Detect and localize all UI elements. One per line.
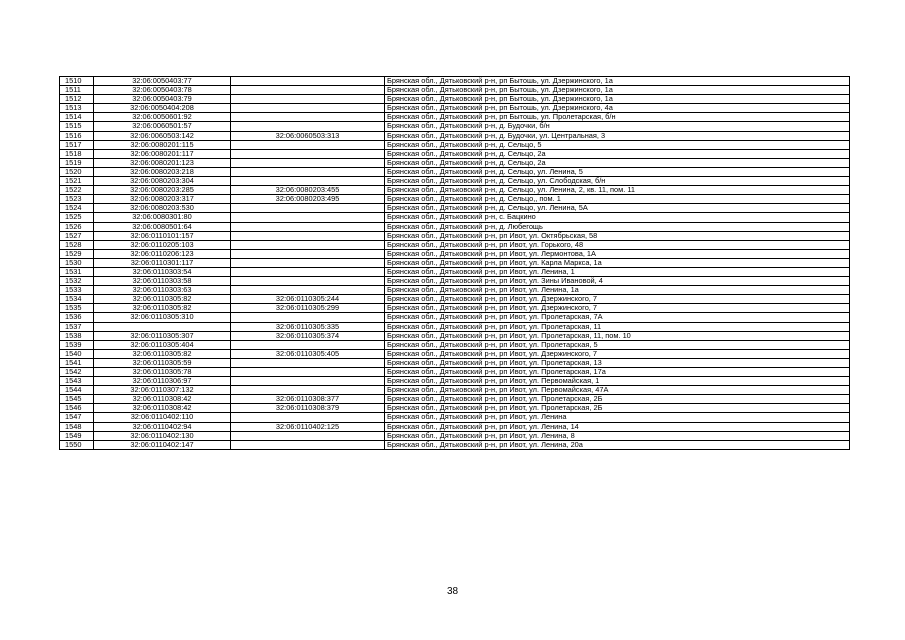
related-cadastral-number-cell bbox=[231, 204, 385, 213]
cadastral-number-cell: 32:06:0110307:132 bbox=[94, 386, 231, 395]
related-cadastral-number-cell: 32:06:0110308:377 bbox=[231, 395, 385, 404]
address-cell: Брянская обл., Дятьковский р-н, рп Ивот, ул. Лермонтова, 1А bbox=[385, 249, 850, 258]
table-row bbox=[60, 140, 850, 149]
address-cell: Брянская обл., Дятьковский р-н, рп Ивот, ул. Пролетарская, 13 bbox=[385, 358, 850, 367]
table-row bbox=[60, 113, 850, 122]
table-row bbox=[60, 95, 850, 104]
cadastral-number-cell: 32:06:0060501:57 bbox=[94, 122, 231, 131]
row-number-cell: 1550 bbox=[60, 440, 94, 449]
cadastral-number-cell: 32:06:0110305:59 bbox=[94, 358, 231, 367]
cadastral-number-cell: 32:06:0110402:110 bbox=[94, 413, 231, 422]
related-cadastral-number-cell: 32:06:0110305:374 bbox=[231, 331, 385, 340]
related-cadastral-number-cell bbox=[231, 231, 385, 240]
related-cadastral-number-cell bbox=[231, 158, 385, 167]
address-cell: Брянская обл., Дятьковский р-н, д. Будочки, ул. Центральная, 3 bbox=[385, 131, 850, 140]
cadastral-number-cell: 32:06:0110305:78 bbox=[94, 368, 231, 377]
related-cadastral-number-cell: 32:06:0080203:495 bbox=[231, 195, 385, 204]
table-row bbox=[60, 222, 850, 231]
cadastral-number-cell: 32:06:0110306:97 bbox=[94, 377, 231, 386]
cadastral-number-cell: 32:06:0080201:115 bbox=[94, 140, 231, 149]
table-row bbox=[60, 368, 850, 377]
table-row bbox=[60, 258, 850, 267]
cadastral-number-cell bbox=[94, 322, 231, 331]
table-row bbox=[60, 158, 850, 167]
address-cell: Брянская обл., Дятьковский р-н, рп Бытошь, ул. Дзержинского, 1а bbox=[385, 95, 850, 104]
row-number-cell: 1533 bbox=[60, 286, 94, 295]
cadastral-number-cell: 32:06:0080203:285 bbox=[94, 186, 231, 195]
address-cell: Брянская обл., Дятьковский р-н, рп Ивот, ул. Ленина, 8 bbox=[385, 431, 850, 440]
cadastral-number-cell: 32:06:0110305:307 bbox=[94, 331, 231, 340]
row-number-cell: 1515 bbox=[60, 122, 94, 131]
row-number-cell: 1546 bbox=[60, 404, 94, 413]
related-cadastral-number-cell bbox=[231, 340, 385, 349]
row-number-cell: 1518 bbox=[60, 149, 94, 158]
row-number-cell: 1541 bbox=[60, 358, 94, 367]
cadastral-number-cell: 32:06:0110101:157 bbox=[94, 231, 231, 240]
row-number-cell: 1538 bbox=[60, 331, 94, 340]
address-cell: Брянская обл., Дятьковский р-н, рп Ивот, ул. Карла Маркса, 1а bbox=[385, 258, 850, 267]
related-cadastral-number-cell bbox=[231, 167, 385, 176]
row-number-cell: 1549 bbox=[60, 431, 94, 440]
cadastral-number-cell: 32:06:0110402:147 bbox=[94, 440, 231, 449]
table-row bbox=[60, 377, 850, 386]
cadastral-number-cell: 32:06:0050404:208 bbox=[94, 104, 231, 113]
cadastral-number-cell: 32:06:0110303:54 bbox=[94, 267, 231, 276]
row-number-cell: 1530 bbox=[60, 258, 94, 267]
address-cell: Брянская обл., Дятьковский р-н, рп Ивот, ул. Октябрьская, 58 bbox=[385, 231, 850, 240]
table-row bbox=[60, 213, 850, 222]
table-row bbox=[60, 313, 850, 322]
related-cadastral-number-cell bbox=[231, 113, 385, 122]
related-cadastral-number-cell: 32:06:0110305:299 bbox=[231, 304, 385, 313]
related-cadastral-number-cell bbox=[231, 286, 385, 295]
address-cell: Брянская обл., Дятьковский р-н, рп Бытошь, ул. Дзержинского, 1а bbox=[385, 86, 850, 95]
cadastral-number-cell: 32:06:0110305:82 bbox=[94, 295, 231, 304]
related-cadastral-number-cell bbox=[231, 86, 385, 95]
row-number-cell: 1531 bbox=[60, 267, 94, 276]
table-row bbox=[60, 322, 850, 331]
table-row bbox=[60, 122, 850, 131]
cadastral-number-cell: 32:06:0080201:117 bbox=[94, 149, 231, 158]
cadastral-number-cell: 32:06:0080203:304 bbox=[94, 177, 231, 186]
row-number-cell: 1535 bbox=[60, 304, 94, 313]
table-row bbox=[60, 186, 850, 195]
page-number: 38 bbox=[446, 586, 459, 597]
related-cadastral-number-cell: 32:06:0110305:244 bbox=[231, 295, 385, 304]
row-number-cell: 1534 bbox=[60, 295, 94, 304]
related-cadastral-number-cell: 32:06:0110308:379 bbox=[231, 404, 385, 413]
related-cadastral-number-cell: 32:06:0110305:335 bbox=[231, 322, 385, 331]
row-number-cell: 1521 bbox=[60, 177, 94, 186]
address-cell: Брянская обл., Дятьковский р-н, рп Бытошь, ул. Дзержинского, 1а bbox=[385, 77, 850, 86]
cadastral-number-cell: 32:06:0110205:103 bbox=[94, 240, 231, 249]
row-number-cell: 1545 bbox=[60, 395, 94, 404]
address-cell: Брянская обл., Дятьковский р-н, д. Сельцо, ул. Ленина, 5А bbox=[385, 204, 850, 213]
row-number-cell: 1544 bbox=[60, 386, 94, 395]
cadastral-number-cell: 32:06:0050403:78 bbox=[94, 86, 231, 95]
address-cell: Брянская обл., Дятьковский р-н, рп Бытошь, ул. Дзержинского, 4а bbox=[385, 104, 850, 113]
related-cadastral-number-cell bbox=[231, 440, 385, 449]
row-number-cell: 1529 bbox=[60, 249, 94, 258]
row-number-cell: 1512 bbox=[60, 95, 94, 104]
cadastral-number-cell: 32:06:0110308:42 bbox=[94, 404, 231, 413]
cadastral-number-cell: 32:06:0050601:92 bbox=[94, 113, 231, 122]
row-number-cell: 1548 bbox=[60, 422, 94, 431]
row-number-cell: 1536 bbox=[60, 313, 94, 322]
related-cadastral-number-cell: 32:06:0110305:405 bbox=[231, 349, 385, 358]
related-cadastral-number-cell: 32:06:0110402:125 bbox=[231, 422, 385, 431]
cadastral-number-cell: 32:06:0110301:117 bbox=[94, 258, 231, 267]
address-cell: Брянская обл., Дятьковский р-н, рп Ивот, ул. Пролетарская, 5 bbox=[385, 340, 850, 349]
table-row bbox=[60, 386, 850, 395]
cadastral-number-cell: 32:06:0110305:82 bbox=[94, 304, 231, 313]
table-row bbox=[60, 195, 850, 204]
related-cadastral-number-cell bbox=[231, 222, 385, 231]
row-number-cell: 1540 bbox=[60, 349, 94, 358]
row-number-cell: 1543 bbox=[60, 377, 94, 386]
address-cell: Брянская обл., Дятьковский р-н, рп Ивот, ул. Ленина, 1а bbox=[385, 286, 850, 295]
table-row bbox=[60, 331, 850, 340]
table-row bbox=[60, 240, 850, 249]
row-number-cell: 1517 bbox=[60, 140, 94, 149]
table-row bbox=[60, 277, 850, 286]
table-row bbox=[60, 231, 850, 240]
related-cadastral-number-cell bbox=[231, 277, 385, 286]
related-cadastral-number-cell bbox=[231, 358, 385, 367]
cadastral-number-cell: 32:06:0110206:123 bbox=[94, 249, 231, 258]
address-cell: Брянская обл., Дятьковский р-н, рп Ивот, ул. Ленина, 14 bbox=[385, 422, 850, 431]
row-number-cell: 1524 bbox=[60, 204, 94, 213]
address-cell: Брянская обл., Дятьковский р-н, рп Ивот, ул. Пролетарская, 2Б bbox=[385, 395, 850, 404]
document-table bbox=[59, 76, 850, 450]
address-cell: Брянская обл., Дятьковский р-н, рп Ивот, ул. Пролетарская, 17а bbox=[385, 368, 850, 377]
cadastral-number-cell: 32:06:0060503:142 bbox=[94, 131, 231, 140]
row-number-cell: 1542 bbox=[60, 368, 94, 377]
related-cadastral-number-cell: 32:06:0080203:455 bbox=[231, 186, 385, 195]
related-cadastral-number-cell bbox=[231, 240, 385, 249]
address-cell: Брянская обл., Дятьковский р-н, рп Ивот, ул. Ленина, 1 bbox=[385, 267, 850, 276]
related-cadastral-number-cell bbox=[231, 213, 385, 222]
related-cadastral-number-cell bbox=[231, 140, 385, 149]
row-number-cell: 1539 bbox=[60, 340, 94, 349]
address-cell: Брянская обл., Дятьковский р-н, рп Ивот, ул. Дзержинского, 7 bbox=[385, 349, 850, 358]
cadastral-number-cell: 32:06:0110303:58 bbox=[94, 277, 231, 286]
table-body bbox=[60, 77, 850, 450]
address-cell: Брянская обл., Дятьковский р-н, рп Ивот, ул. Пролетарская, 11 bbox=[385, 322, 850, 331]
row-number-cell: 1516 bbox=[60, 131, 94, 140]
cadastral-number-cell: 32:06:0110305:82 bbox=[94, 349, 231, 358]
related-cadastral-number-cell bbox=[231, 368, 385, 377]
table-row bbox=[60, 286, 850, 295]
row-number-cell: 1528 bbox=[60, 240, 94, 249]
table-row bbox=[60, 413, 850, 422]
address-cell: Брянская обл., Дятьковский р-н, рп Ивот, ул. Дзержинского, 7 bbox=[385, 295, 850, 304]
row-number-cell: 1510 bbox=[60, 77, 94, 86]
address-cell: Брянская обл., Дятьковский р-н, д. Сельцо,, пом. 1 bbox=[385, 195, 850, 204]
row-number-cell: 1527 bbox=[60, 231, 94, 240]
table-row bbox=[60, 422, 850, 431]
related-cadastral-number-cell bbox=[231, 377, 385, 386]
table-row bbox=[60, 295, 850, 304]
related-cadastral-number-cell bbox=[231, 386, 385, 395]
cadastral-number-cell: 32:06:0080203:317 bbox=[94, 195, 231, 204]
cadastral-number-cell: 32:06:0080201:123 bbox=[94, 158, 231, 167]
address-cell: Брянская обл., Дятьковский р-н, рп Ивот, ул. Первомайская, 47А bbox=[385, 386, 850, 395]
address-cell: Брянская обл., Дятьковский р-н, д. Сельцо, 5 bbox=[385, 140, 850, 149]
cadastral-number-cell: 32:06:0080203:218 bbox=[94, 167, 231, 176]
related-cadastral-number-cell bbox=[231, 77, 385, 86]
table-row bbox=[60, 131, 850, 140]
cadastral-number-cell: 32:06:0080301:80 bbox=[94, 213, 231, 222]
address-cell: Брянская обл., Дятьковский р-н, д. Сельцо, 2а bbox=[385, 158, 850, 167]
table-row bbox=[60, 104, 850, 113]
address-cell: Брянская обл., Дятьковский р-н, рп Ивот, ул. Пролетарская, 11, пом. 10 bbox=[385, 331, 850, 340]
address-cell: Брянская обл., Дятьковский р-н, рп Бытошь, ул. Пролетарская, б/н bbox=[385, 113, 850, 122]
address-cell: Брянская обл., Дятьковский р-н, рп Ивот, ул. Дзержинского, 7 bbox=[385, 304, 850, 313]
related-cadastral-number-cell bbox=[231, 258, 385, 267]
related-cadastral-number-cell bbox=[231, 177, 385, 186]
row-number-cell: 1525 bbox=[60, 213, 94, 222]
address-cell: Брянская обл., Дятьковский р-н, рп Ивот, ул. Зины Ивановой, 4 bbox=[385, 277, 850, 286]
table-row bbox=[60, 349, 850, 358]
cadastral-number-cell: 32:06:0080203:530 bbox=[94, 204, 231, 213]
row-number-cell: 1511 bbox=[60, 86, 94, 95]
related-cadastral-number-cell bbox=[231, 267, 385, 276]
table-row bbox=[60, 395, 850, 404]
table-row bbox=[60, 177, 850, 186]
address-cell: Брянская обл., Дятьковский р-н, д. Сельцо, ул. Ленина, 5 bbox=[385, 167, 850, 176]
table-row bbox=[60, 86, 850, 95]
table-row bbox=[60, 340, 850, 349]
row-number-cell: 1514 bbox=[60, 113, 94, 122]
related-cadastral-number-cell bbox=[231, 149, 385, 158]
row-number-cell: 1523 bbox=[60, 195, 94, 204]
address-cell: Брянская обл., Дятьковский р-н, рп Ивот, ул. Ленина, 20а bbox=[385, 440, 850, 449]
address-cell: Брянская обл., Дятьковский р-н, д. Сельцо, 2а bbox=[385, 149, 850, 158]
cadastral-number-cell: 32:06:0110402:130 bbox=[94, 431, 231, 440]
address-cell: Брянская обл., Дятьковский р-н, д. Любегощь bbox=[385, 222, 850, 231]
address-cell: Брянская обл., Дятьковский р-н, рп Ивот, ул. Пролетарская, 7А bbox=[385, 313, 850, 322]
table-row bbox=[60, 304, 850, 313]
cadastral-number-cell: 32:06:0080501:64 bbox=[94, 222, 231, 231]
table-row bbox=[60, 440, 850, 449]
address-cell: Брянская обл., Дятьковский р-н, рп Ивот, ул. Ленина bbox=[385, 413, 850, 422]
row-number-cell: 1513 bbox=[60, 104, 94, 113]
related-cadastral-number-cell bbox=[231, 249, 385, 258]
table-row bbox=[60, 204, 850, 213]
related-cadastral-number-cell bbox=[231, 313, 385, 322]
address-cell: Брянская обл., Дятьковский р-н, рп Ивот, ул. Пролетарская, 2Б bbox=[385, 404, 850, 413]
row-number-cell: 1522 bbox=[60, 186, 94, 195]
cadastral-number-cell: 32:06:0050403:79 bbox=[94, 95, 231, 104]
address-cell: Брянская обл., Дятьковский р-н, рп Ивот, ул. Первомайская, 1 bbox=[385, 377, 850, 386]
address-cell: Брянская обл., Дятьковский р-н, с. Бацкино bbox=[385, 213, 850, 222]
row-number-cell: 1526 bbox=[60, 222, 94, 231]
address-cell: Брянская обл., Дятьковский р-н, рп Ивот, ул. Горького, 48 bbox=[385, 240, 850, 249]
row-number-cell: 1537 bbox=[60, 322, 94, 331]
related-cadastral-number-cell bbox=[231, 122, 385, 131]
table-row bbox=[60, 431, 850, 440]
cadastral-number-cell: 32:06:0110402:94 bbox=[94, 422, 231, 431]
row-number-cell: 1532 bbox=[60, 277, 94, 286]
address-cell: Брянская обл., Дятьковский р-н, д. Сельцо, ул. Ленина, 2, кв. 11, пом. 11 bbox=[385, 186, 850, 195]
table-row bbox=[60, 249, 850, 258]
address-cell: Брянская обл., Дятьковский р-н, д. Будочки, б/н bbox=[385, 122, 850, 131]
address-cell: Брянская обл., Дятьковский р-н, д. Сельцо, ул. Слободская, б/н bbox=[385, 177, 850, 186]
cadastral-number-cell: 32:06:0110303:63 bbox=[94, 286, 231, 295]
related-cadastral-number-cell: 32:06:0060503:313 bbox=[231, 131, 385, 140]
table-row bbox=[60, 149, 850, 158]
row-number-cell: 1520 bbox=[60, 167, 94, 176]
related-cadastral-number-cell bbox=[231, 431, 385, 440]
cadastral-number-cell: 32:06:0110305:404 bbox=[94, 340, 231, 349]
table-row bbox=[60, 404, 850, 413]
table-row bbox=[60, 167, 850, 176]
cadastral-number-cell: 32:06:0050403:77 bbox=[94, 77, 231, 86]
related-cadastral-number-cell bbox=[231, 95, 385, 104]
table-row bbox=[60, 267, 850, 276]
table-row bbox=[60, 358, 850, 367]
table-row bbox=[60, 77, 850, 86]
row-number-cell: 1547 bbox=[60, 413, 94, 422]
related-cadastral-number-cell bbox=[231, 413, 385, 422]
related-cadastral-number-cell bbox=[231, 104, 385, 113]
cadastral-number-cell: 32:06:0110305:310 bbox=[94, 313, 231, 322]
cadastral-number-cell: 32:06:0110308:42 bbox=[94, 395, 231, 404]
row-number-cell: 1519 bbox=[60, 158, 94, 167]
